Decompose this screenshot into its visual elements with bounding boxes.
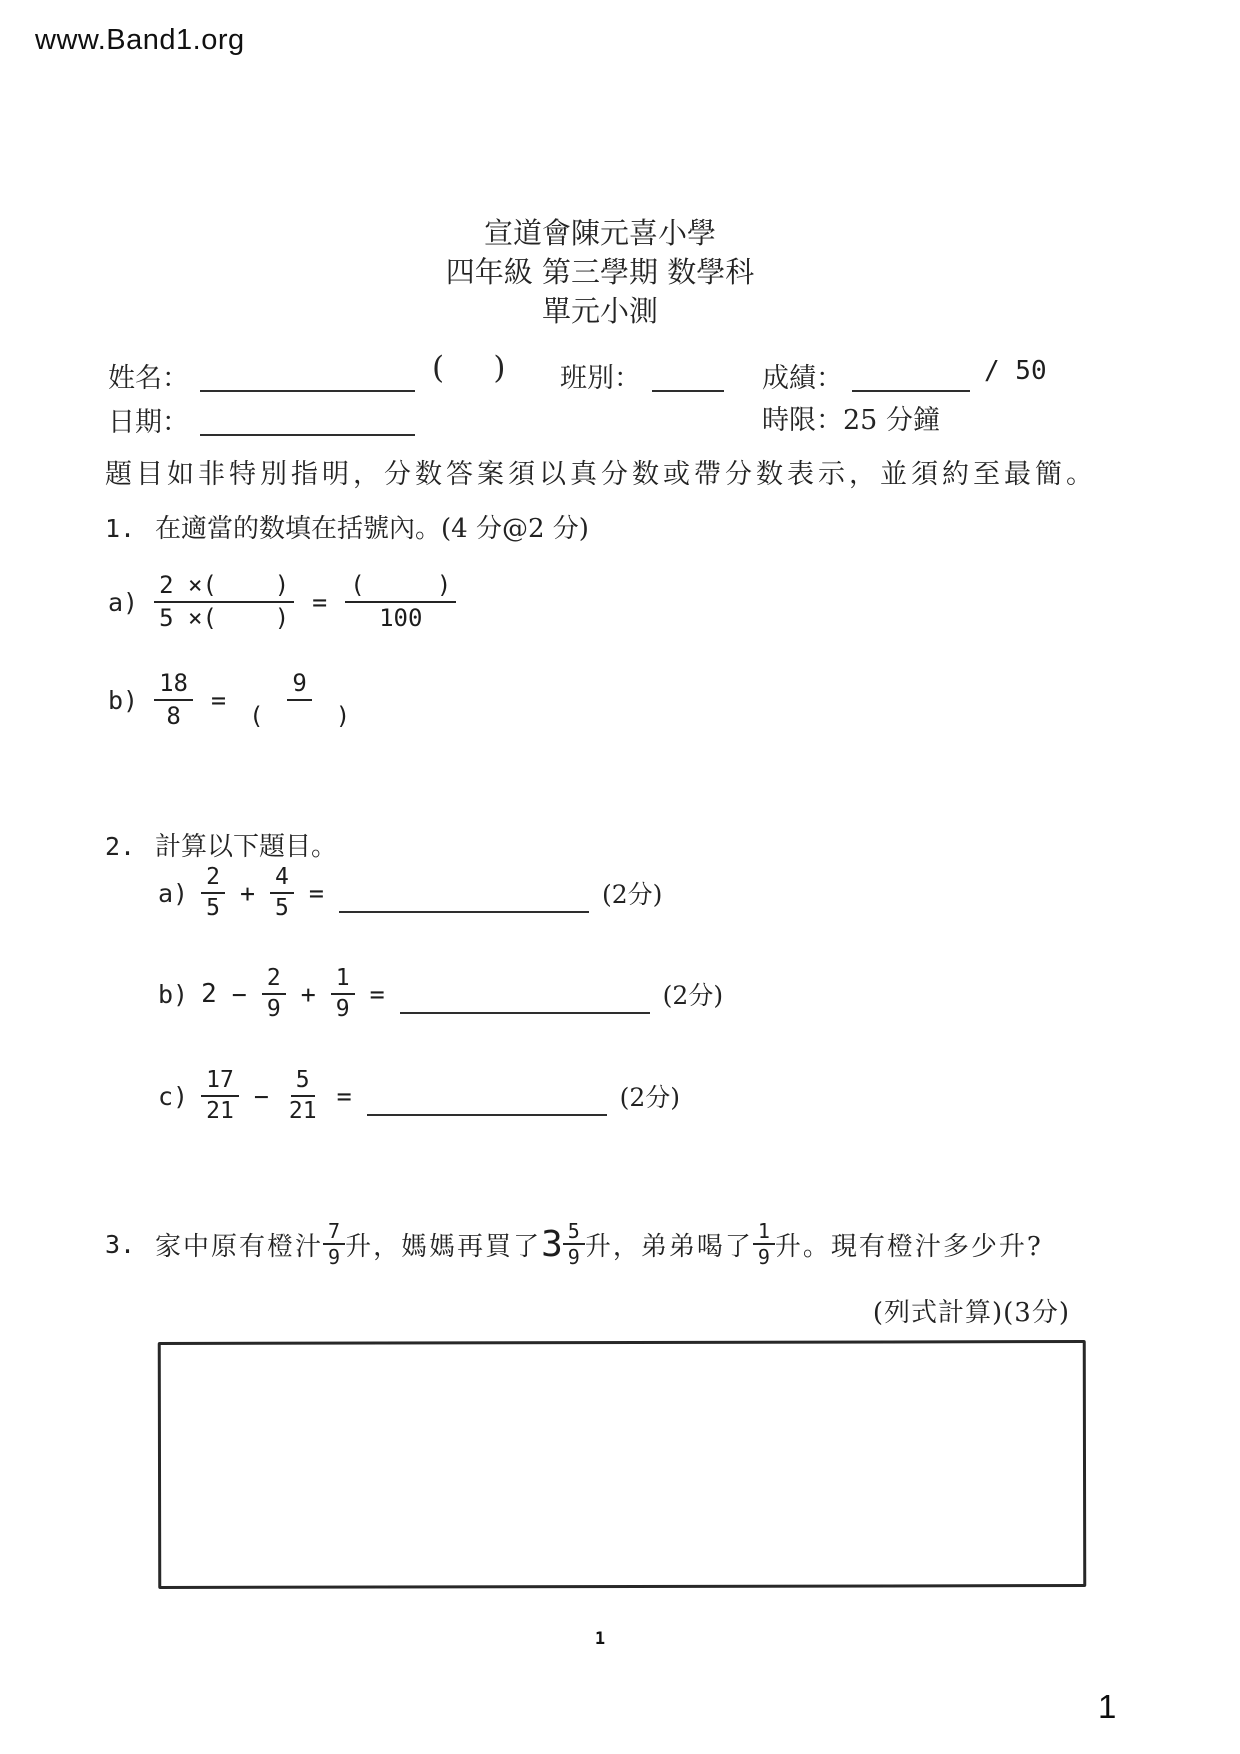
question-3-prompt <box>105 1208 1043 1280</box>
fraction-denominator: 5 <box>275 895 289 921</box>
fraction-1b-right <box>244 669 355 731</box>
part-label-2b: b) <box>158 979 189 1009</box>
fraction <box>563 1220 585 1268</box>
equals-sign: = <box>308 878 324 908</box>
test-title: 單元小測 <box>541 294 658 328</box>
name-blank-line <box>200 390 415 392</box>
fraction-denominator: 9 <box>567 1245 580 1269</box>
part-label-2a: a) <box>158 878 189 908</box>
fraction <box>201 864 225 922</box>
marks-badge: (2分) <box>619 1083 681 1112</box>
fraction-numerator: 4 <box>270 864 294 894</box>
question-1-number: 1. <box>105 514 136 543</box>
fraction-numerator: 1 <box>331 965 355 995</box>
date-label: 日期： <box>108 407 189 438</box>
fraction-1b-left <box>154 669 193 731</box>
fraction-numerator: 5 <box>291 1067 315 1097</box>
fraction-numerator: 2 <box>262 965 286 995</box>
question-2b-equation <box>158 958 723 1030</box>
question-3-text-segment: 家中原有橙汁 <box>155 1231 324 1262</box>
fraction <box>331 965 355 1023</box>
score-total: / 50 <box>984 356 1047 386</box>
grade-subject-line: 四年級 第三學期 数學科 <box>445 255 755 289</box>
fraction <box>201 1067 239 1125</box>
general-instruction: 題目如非特別指明，分数答案須以真分数或帶分数表示，並須約至最簡。 <box>105 459 1097 490</box>
fraction-numerator: 5 <box>563 1220 585 1245</box>
name-paren-blank: ( ) <box>432 350 506 386</box>
date-blank-line <box>200 434 415 436</box>
fraction-denominator: ( ) <box>249 702 351 730</box>
fraction <box>323 1220 345 1268</box>
site-watermark: www.Band1.org <box>35 24 245 56</box>
answer-box <box>158 1340 1087 1589</box>
fraction-denominator: 21 <box>206 1098 234 1124</box>
name-label: 姓名： <box>108 363 189 394</box>
fraction-numerator: 9 <box>287 669 311 701</box>
fraction-denominator: 5 ×( ) <box>159 604 290 632</box>
fraction-denominator: 9 <box>335 996 350 1022</box>
fraction-numerator: 18 <box>154 669 193 701</box>
paper-header <box>0 214 1200 331</box>
part-label-2c: c) <box>158 1081 189 1111</box>
method-note: (列式計算)(3分) <box>872 1298 1070 1328</box>
fraction-1a-right <box>345 571 456 633</box>
marks-badge: (2分) <box>662 981 724 1010</box>
answer-blank-line <box>400 1012 650 1014</box>
question-1a-equation <box>108 566 456 638</box>
fraction <box>270 864 294 922</box>
fraction-denominator: 21 <box>288 1098 317 1124</box>
time-limit-label: 時限：25 分鐘 <box>762 405 940 436</box>
question-1-prompt <box>105 508 589 545</box>
question-1b-equation <box>108 660 355 740</box>
fraction-numerator: ( ) <box>345 571 456 603</box>
fraction-numerator: 2 <box>201 864 225 894</box>
equals-sign: = <box>312 587 328 617</box>
page-number-center: 1 <box>594 1629 606 1649</box>
equals-sign: = <box>336 1081 352 1111</box>
fraction-denominator: 5 <box>206 895 220 921</box>
minus-sign: − <box>231 979 247 1009</box>
equals-sign: = <box>211 685 227 715</box>
fraction-numerator: 17 <box>201 1067 239 1097</box>
fraction-numerator: 7 <box>323 1220 345 1245</box>
marks-badge: (2分) <box>601 880 663 909</box>
score-blank-line <box>852 390 970 392</box>
fraction-denominator: 9 <box>757 1245 770 1269</box>
question-1-text: 在適當的数填在括號內。(4 分@2 分) <box>155 514 589 544</box>
minus-sign: − <box>253 1081 269 1111</box>
question-2c-equation <box>158 1060 680 1132</box>
fraction-numerator: 1 <box>753 1220 775 1245</box>
fraction-1a-left <box>154 571 294 633</box>
question-3-text-segment: 升，弟弟喝了 <box>584 1231 753 1262</box>
class-label: 班別： <box>560 363 641 394</box>
question-3-text-segment: 升，媽媽再買了 <box>345 1231 542 1262</box>
answer-blank-line <box>367 1114 607 1116</box>
question-2-text: 計算以下題目。 <box>155 832 338 862</box>
fraction-denominator: 100 <box>379 604 423 632</box>
fraction <box>284 1067 322 1125</box>
equals-sign: = <box>369 979 385 1009</box>
question-2-prompt <box>105 826 337 863</box>
plus-sign: + <box>239 878 256 908</box>
fraction-denominator: 9 <box>266 996 281 1022</box>
part-label-1b: b) <box>108 685 139 715</box>
question-3-text-segment: 升。現有橙汁多少升? <box>774 1231 1043 1262</box>
page-number-corner: 1 <box>1098 1688 1117 1725</box>
fraction-denominator: 9 <box>328 1245 341 1269</box>
plus-sign: + <box>300 979 316 1009</box>
answer-blank-line <box>339 911 589 913</box>
school-name: 宣道會陳元喜小學 <box>483 216 716 250</box>
fraction-numerator: 2 ×( ) <box>154 571 294 603</box>
fraction <box>753 1220 775 1268</box>
question-2-number: 2. <box>105 832 136 861</box>
class-blank-line <box>652 390 724 392</box>
mixed-number-whole: 3 <box>541 1223 563 1265</box>
part-label-1a: a) <box>108 587 139 617</box>
whole-number: 2 <box>201 979 217 1009</box>
question-3-number: 3. <box>105 1229 136 1259</box>
question-2a-equation <box>158 860 662 926</box>
fraction <box>262 965 286 1023</box>
score-label: 成績： <box>762 363 843 394</box>
fraction-denominator: 8 <box>166 702 181 730</box>
